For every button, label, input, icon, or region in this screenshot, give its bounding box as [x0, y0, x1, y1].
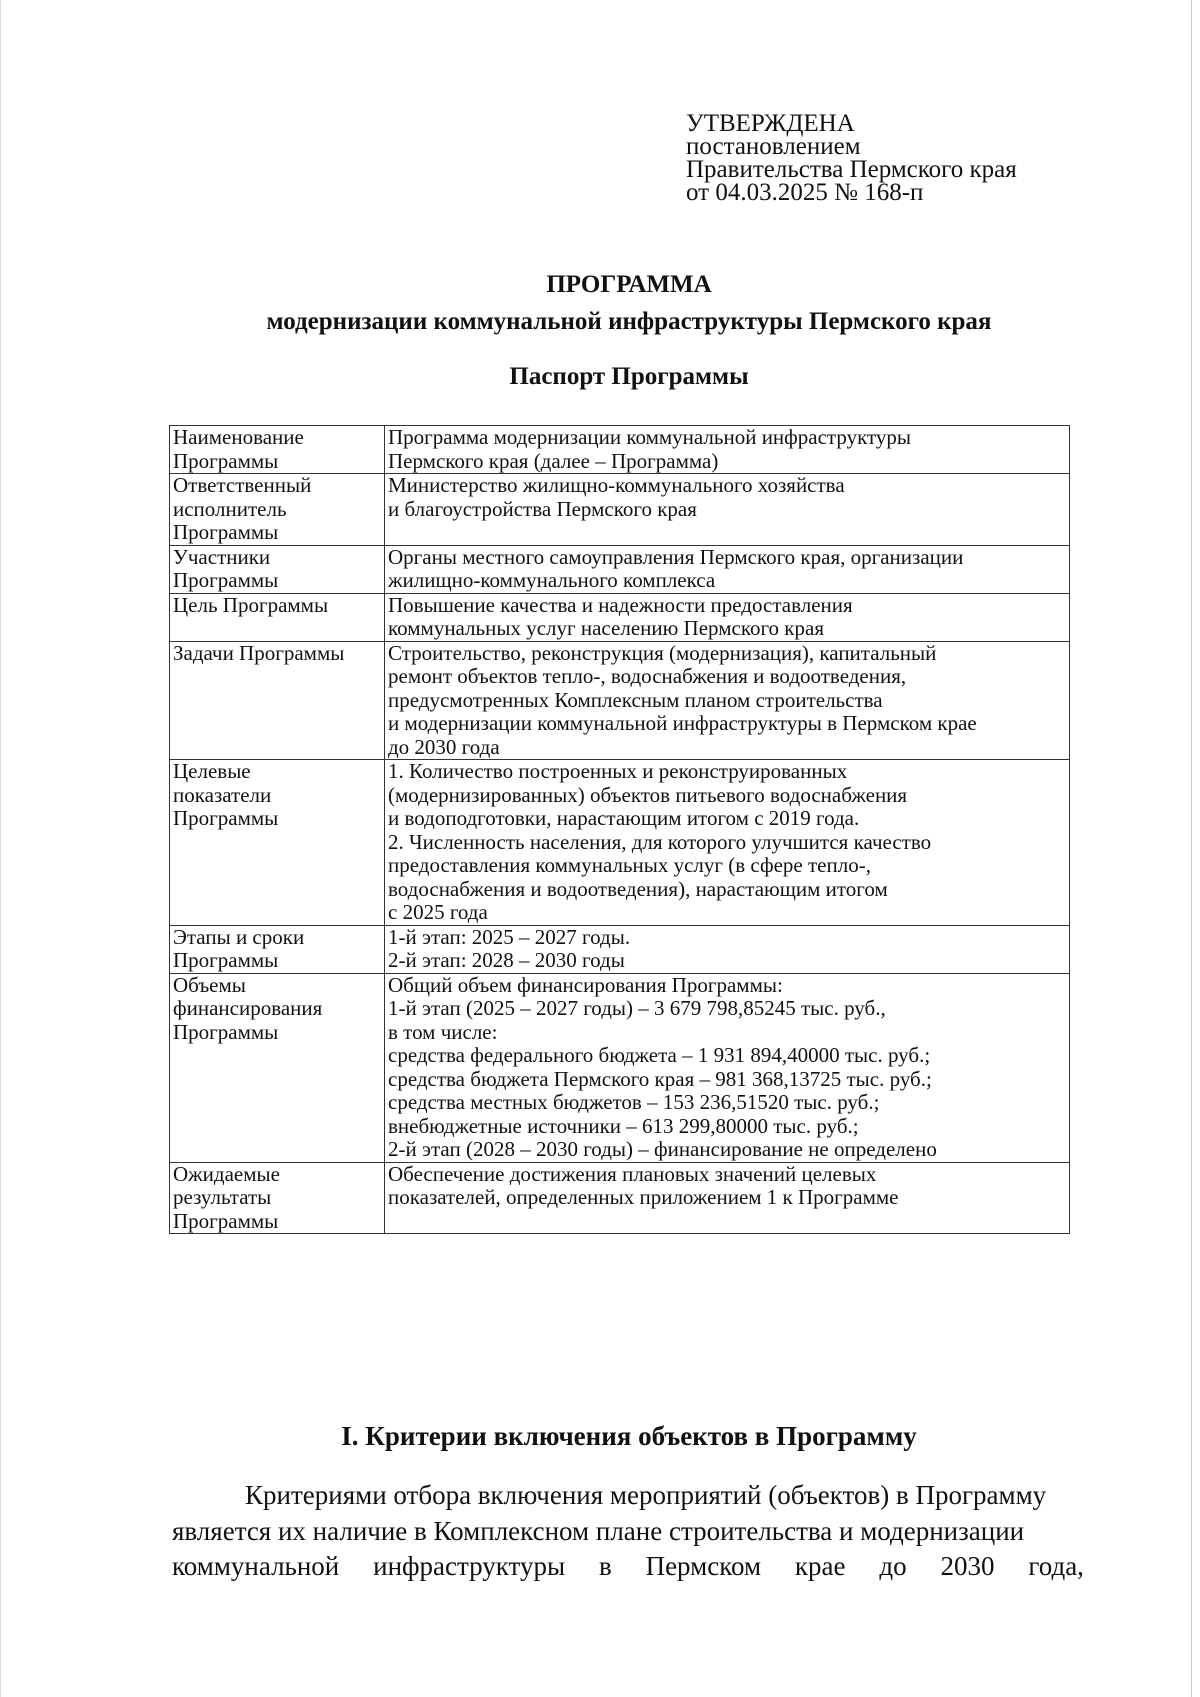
passport-value-line: в том числе: — [388, 1019, 498, 1044]
paragraph-line-1: Критериями отбора включения мероприятий (объектов) в Программу — [245, 1480, 1047, 1510]
passport-value-line: с 2025 года — [388, 900, 488, 924]
passport-heading: Паспорт Программы — [509, 363, 749, 390]
passport-row-label — [170, 474, 385, 546]
passport-table — [169, 425, 1070, 1234]
passport-row-value — [385, 474, 1070, 546]
passport-row-label — [170, 641, 385, 760]
passport-label-line: Программы — [173, 948, 279, 972]
passport-row-value — [385, 641, 1070, 760]
passport-row-value — [385, 973, 1070, 1162]
passport-row — [170, 973, 1070, 1162]
passport-value-line: Строительство, реконструкция (модернизация), капитальный — [388, 640, 937, 665]
passport-value-line: и благоустройства Пермского края — [388, 496, 697, 521]
passport-label-line: Цель Программы — [173, 592, 329, 617]
paragraph-line-2: является их наличие в Комплексном плане строительства и модернизации — [172, 1515, 1025, 1546]
passport-row — [170, 426, 1070, 474]
passport-value-line: Обеспечение достижения плановых значений целевых — [388, 1161, 877, 1186]
passport-value-line: и модернизации коммунальной инфраструктуры в Пермском крае — [388, 711, 977, 735]
passport-row — [170, 760, 1070, 926]
passport-value-line: жилищно-коммунального комплекса — [388, 568, 716, 592]
passport-label-line: финансирования — [173, 996, 323, 1020]
passport-label-line: Ответственный — [173, 473, 312, 497]
passport-value-line: Общий объем финансирования Программы: — [388, 972, 783, 997]
passport-value-line: ремонт объектов тепло-, водоснабжения и водоотведения, — [388, 664, 907, 688]
passport-label-line: Программы — [173, 1208, 279, 1233]
paragraph-word: в — [598, 1551, 612, 1581]
passport-label-line: Задачи Программы — [173, 640, 345, 665]
paragraph-line-3 — [172, 1549, 1084, 1585]
passport-value-line: 1. Количество построенных и реконструированных — [388, 759, 848, 783]
passport-label-line: Объемы — [173, 972, 246, 997]
passport-label-line: Программы — [173, 1019, 279, 1044]
approval-stamp — [686, 112, 1017, 204]
approval-line-approved: УТВЕРЖДЕНА — [686, 110, 855, 137]
passport-value-line: (модернизированных) объектов питьевого водоснабжения — [388, 782, 908, 807]
passport-row — [170, 925, 1070, 973]
passport-label-line: Этапы и сроки — [173, 924, 305, 949]
passport-value-line: Пермского края (далее – Программа) — [388, 448, 719, 473]
passport-row-value — [385, 426, 1070, 474]
passport-row — [170, 1162, 1070, 1234]
paragraph-word: крае — [794, 1551, 846, 1581]
passport-value-line: средства бюджета Пермского края – 981 368,13725 тыс. руб.; — [388, 1066, 932, 1091]
paragraph-word: коммунальной — [172, 1551, 340, 1581]
document-title: ПРОГРАММА — [546, 271, 712, 298]
passport-value-line: и водоподготовки, нарастающим итогом с 2019 года. — [388, 806, 860, 830]
paragraph-word: Пермском — [645, 1551, 762, 1581]
passport-value-line: Министерство жилищно-коммунального хозяйства — [388, 473, 845, 497]
passport-value-line: средства федерального бюджета – 1 931 894,40000 тыс. руб.; — [388, 1043, 931, 1067]
document-subtitle: модернизации коммунальной инфраструктуры Пермского края — [266, 308, 992, 335]
passport-value-line: показателей, определенных приложением 1 к Программе — [388, 1185, 899, 1209]
paragraph-word: до — [879, 1551, 907, 1581]
passport-value-line: 2-й этап: 2028 – 2030 годы — [388, 948, 625, 972]
passport-label-line: исполнитель — [173, 496, 287, 521]
passport-value-line: 1-й этап (2025 – 2027 годы) – 3 679 798,85245 тыс. руб., — [388, 996, 886, 1020]
passport-value-line: предусмотренных Комплексным планом строительства — [388, 687, 883, 712]
passport-value-line: 2. Численность населения, для которого улучшится качество — [388, 829, 932, 854]
paragraph-word: года, — [1028, 1551, 1084, 1581]
passport-value-line: коммунальных услуг населению Пермского края — [388, 616, 824, 640]
passport-row-label — [170, 973, 385, 1162]
passport-value-line: до 2030 года — [388, 734, 500, 759]
passport-row — [170, 474, 1070, 546]
passport-row-label — [170, 760, 385, 926]
passport-row-value — [385, 1162, 1070, 1234]
passport-value-line: Программа модернизации коммунальной инфраструктуры — [388, 425, 912, 449]
passport-value-line: внебюджетные источники – 613 299,80000 тыс. руб.; — [388, 1113, 859, 1138]
passport-row-value — [385, 545, 1070, 593]
passport-label-line: Программы — [173, 806, 279, 830]
passport-label-line: Участники — [173, 544, 271, 569]
passport-row — [170, 641, 1070, 760]
passport-value-line: Органы местного самоуправления Пермского края, организации — [388, 544, 964, 569]
approval-line-resolution: постановлением — [686, 133, 861, 160]
passport-row — [170, 593, 1070, 641]
passport-value-line: предоставления коммунальных услуг (в сфере тепло-, — [388, 853, 871, 877]
passport-row-label — [170, 925, 385, 973]
passport-label-line: Программы — [173, 568, 279, 592]
passport-table-body — [170, 426, 1070, 1234]
section-heading: I. Критерии включения объектов в Программу — [341, 1421, 917, 1451]
passport-label-line: Программы — [173, 520, 279, 544]
passport-value-line: водоснабжения и водоотведения), нарастающим итогом — [388, 876, 888, 901]
passport-row-label — [170, 545, 385, 593]
paragraph-word: 2030 — [940, 1551, 995, 1581]
criteria-paragraph — [172, 1478, 1084, 1585]
passport-row-label — [170, 593, 385, 641]
passport-label-line: показатели — [173, 782, 272, 807]
passport-row-value — [385, 925, 1070, 973]
passport-row-label — [170, 1162, 385, 1234]
passport-value-line: средства местных бюджетов – 153 236,51520 тыс. руб.; — [388, 1090, 880, 1114]
approval-line-government: Правительства Пермского края — [686, 156, 1017, 183]
passport-label-line: результаты — [173, 1185, 272, 1209]
paragraph-word: инфраструктуры — [373, 1551, 566, 1581]
passport-row-value — [385, 760, 1070, 926]
passport-label-line: Ожидаемые — [173, 1161, 280, 1186]
passport-value-line: 1-й этап: 2025 – 2027 годы. — [388, 924, 631, 949]
passport-label-line: Целевые — [173, 759, 251, 783]
passport-row-value — [385, 593, 1070, 641]
passport-value-line: 2-й этап (2028 – 2030 годы) – финансирование не определено — [388, 1137, 937, 1161]
passport-row-label — [170, 426, 385, 474]
passport-label-line: Программы — [173, 448, 279, 473]
approval-line-date-number: от 04.03.2025 № 168-п — [686, 179, 924, 206]
passport-label-line: Наименование — [173, 425, 304, 449]
passport-row — [170, 545, 1070, 593]
passport-value-line: Повышение качества и надежности предоставления — [388, 592, 853, 617]
